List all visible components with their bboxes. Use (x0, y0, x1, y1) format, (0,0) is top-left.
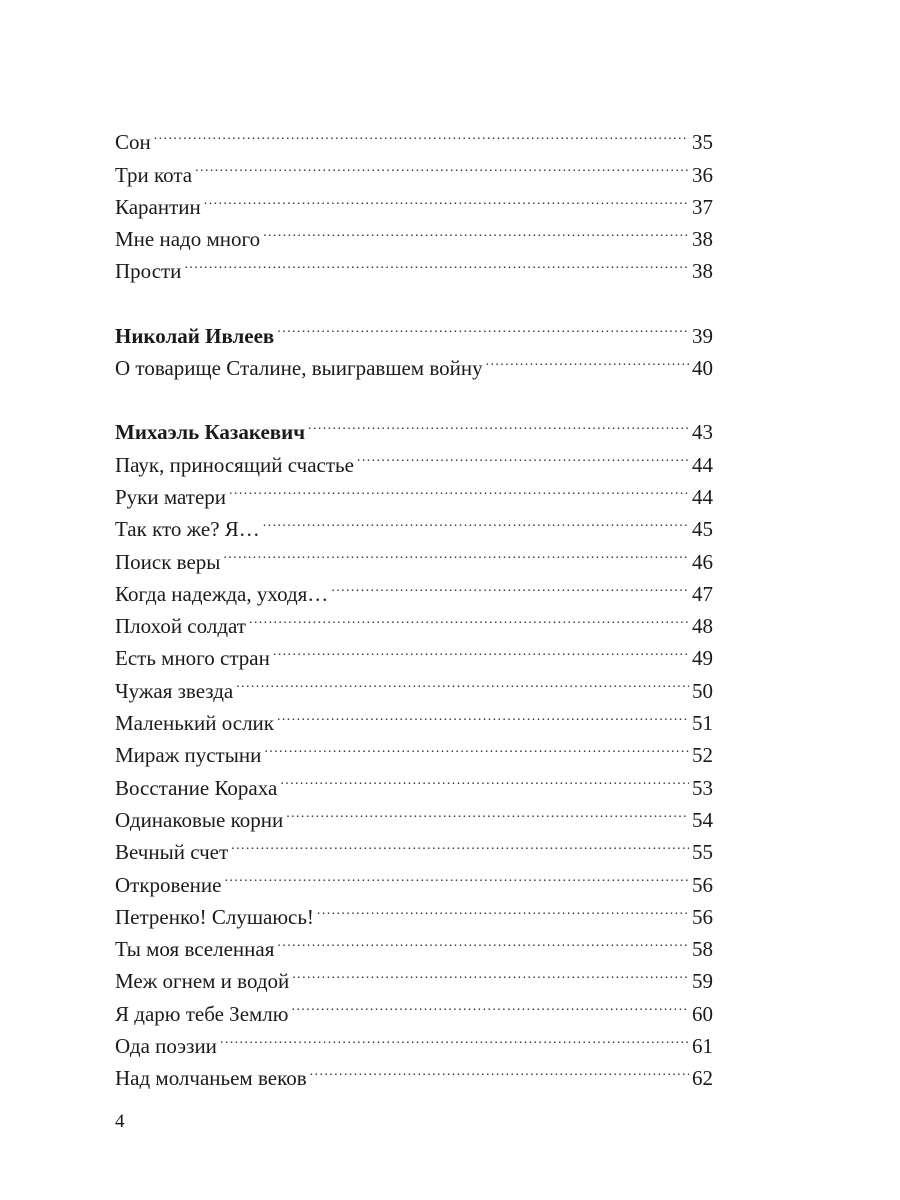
toc-page-number: 62 (692, 1066, 713, 1091)
dot-leader (263, 214, 689, 246)
dot-leader (310, 1053, 689, 1085)
toc-section (115, 310, 713, 381)
toc-entry-title: Восстание Кораха (115, 775, 278, 800)
toc-page-number: 56 (692, 872, 713, 897)
toc-section (115, 407, 713, 1091)
toc-entry (115, 149, 713, 187)
toc-page-number: 44 (692, 452, 713, 477)
toc-entry-title: Мираж пустыни (115, 743, 262, 768)
toc-page-number: 50 (692, 678, 713, 703)
dot-leader (292, 956, 689, 988)
dot-leader (220, 1021, 689, 1053)
toc-entry-title: Карантин (115, 194, 201, 219)
dot-leader (224, 859, 689, 891)
toc-entry-title: Так кто же? Я… (115, 517, 260, 542)
dot-leader (264, 730, 689, 762)
dot-leader (236, 665, 689, 697)
toc-entry-title: Прости (115, 259, 182, 284)
toc-entry-title: О товарище Сталине, выигравшем войну (115, 356, 483, 381)
dot-leader (331, 569, 689, 601)
toc-page-number: 43 (692, 420, 713, 445)
toc-page-number: 37 (692, 194, 713, 219)
dot-leader (154, 117, 689, 149)
toc-page-number: 52 (692, 743, 713, 768)
toc-page-number: 47 (692, 581, 713, 606)
toc-page-number: 36 (692, 162, 713, 187)
toc-page-number: 46 (692, 549, 713, 574)
toc-page-number: 35 (692, 130, 713, 155)
dot-leader (280, 762, 689, 794)
toc-entry-title: Вечный счет (115, 840, 229, 865)
dot-leader (277, 698, 689, 730)
toc-entry-title: Три кота (115, 162, 193, 187)
dot-leader (277, 924, 689, 956)
toc-entry-title: Мне надо много (115, 227, 261, 252)
dot-leader (277, 310, 689, 342)
toc-page-number: 60 (692, 1001, 713, 1026)
toc-entry-title: Над молчаньем веков (115, 1066, 307, 1091)
dot-leader (317, 892, 689, 924)
dot-leader (357, 439, 689, 471)
toc-entry (115, 246, 713, 284)
toc-entry (115, 214, 713, 252)
table-of-contents (115, 117, 713, 1117)
toc-page-number: 38 (692, 227, 713, 252)
toc-page-number: 61 (692, 1034, 713, 1059)
toc-entry-title: Поиск веры (115, 549, 221, 574)
toc-page-number: 59 (692, 969, 713, 994)
toc-author-entry (115, 310, 713, 348)
toc-page-number: 58 (692, 937, 713, 962)
toc-page-number: 39 (692, 323, 713, 348)
toc-page-number: 51 (692, 711, 713, 736)
dot-leader (223, 536, 689, 568)
toc-entry-title: Чужая звезда (115, 678, 234, 703)
toc-entry-title: Петренко! Слушаюсь! (115, 904, 314, 929)
toc-entry-title: Меж огнем и водой (115, 969, 290, 994)
toc-entry-title: Ты моя вселенная (115, 937, 275, 962)
dot-leader (195, 149, 689, 181)
page-number: 4 (115, 1111, 125, 1132)
toc-author-entry (115, 407, 713, 445)
toc-page-number: 45 (692, 517, 713, 542)
toc-entry-title: Одинаковые корни (115, 807, 284, 832)
dot-leader (486, 343, 689, 375)
toc-page-number: 55 (692, 840, 713, 865)
toc-page-number: 40 (692, 356, 713, 381)
toc-entry-title: Маленький ослик (115, 711, 274, 736)
dot-leader (308, 407, 689, 439)
toc-entry-title: Паук, приносящий счастье (115, 452, 354, 477)
toc-page-number: 56 (692, 904, 713, 929)
dot-leader (204, 182, 689, 214)
toc-page-number: 49 (692, 646, 713, 671)
toc-page-number: 53 (692, 775, 713, 800)
dot-leader (231, 827, 689, 859)
toc-entry (115, 182, 713, 219)
toc-section (115, 117, 713, 284)
toc-entry (115, 117, 713, 155)
toc-entry-title: Руки матери (115, 484, 227, 509)
dot-leader (229, 472, 689, 504)
toc-entry-title: Откровение (115, 872, 222, 897)
toc-entry-title: Когда надежда, уходя… (115, 581, 329, 606)
dot-leader (273, 633, 689, 665)
dot-leader (249, 601, 689, 633)
toc-page-number: 38 (692, 259, 713, 284)
dot-leader (263, 504, 689, 536)
toc-author-name: Михаэль Казакевич (115, 420, 306, 445)
dot-leader (291, 988, 689, 1020)
dot-leader (184, 246, 689, 278)
toc-entry-title: Сон (115, 130, 151, 155)
toc-author-name: Николай Ивлеев (115, 323, 275, 348)
toc-page-number: 44 (692, 484, 713, 509)
toc-entry-title: Ода поэзии (115, 1034, 217, 1059)
toc-entry-title: Плохой солдат (115, 614, 246, 639)
toc-page-number: 54 (692, 807, 713, 832)
toc-entry-title: Есть много стран (115, 646, 270, 671)
dot-leader (286, 795, 689, 827)
toc-entry-title: Я дарю тебе Землю (115, 1001, 289, 1026)
toc-page-number: 48 (692, 614, 713, 639)
